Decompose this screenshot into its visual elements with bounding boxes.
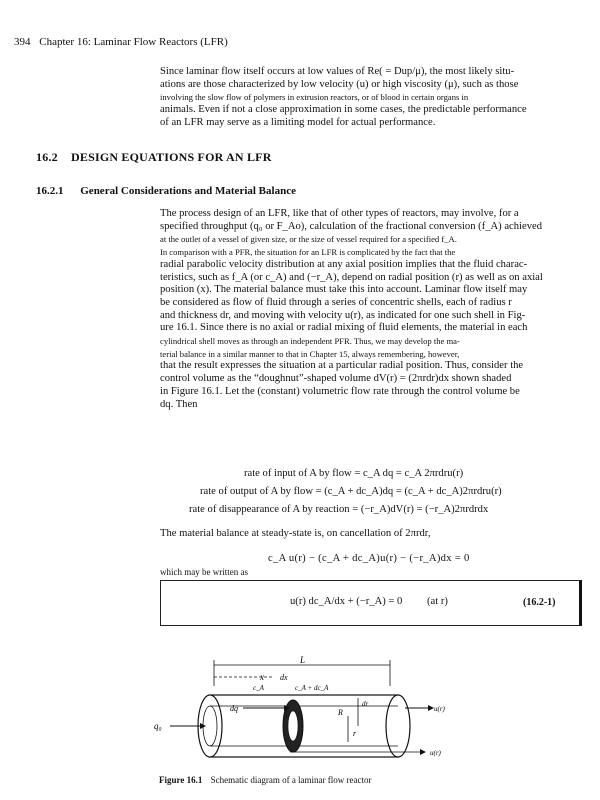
body-line: ure 16.1. Since there is no axial or radial mixing of fluid elements, the material in each xyxy=(160,322,528,334)
section-title: DESIGN EQUATIONS FOR AN LFR xyxy=(71,150,272,164)
body-line: specified throughput (q₀ or F_Ao), calculation of the fractional conversion (f_A) achieved xyxy=(160,220,542,232)
figure-caption xyxy=(159,775,372,785)
running-head xyxy=(14,36,228,48)
which-text: which may be written as xyxy=(160,567,248,577)
body-line: radial parabolic velocity distribution at any axial position implies that the fluid charac- xyxy=(160,258,528,270)
q0-label: q₀ xyxy=(154,721,162,731)
subsection-heading xyxy=(36,185,296,197)
body-line: dq. Then xyxy=(160,398,198,410)
subsection-title: General Considerations and Material Balance xyxy=(80,185,296,197)
length-label: L xyxy=(300,655,306,665)
dq-label: dq xyxy=(230,704,238,713)
body-line: in Figure 16.1. Let the (constant) volumetric flow rate through the control volume be xyxy=(160,385,520,397)
body-line: teristics, such as f_A (or c_A) and (−r_A), depend on radial position (r) as well as on axial xyxy=(160,271,543,283)
body-line: be considered as flow of fluid through a series of concentric shells, each of radius r xyxy=(160,296,512,308)
laminar-flow-figure xyxy=(150,650,450,770)
cA-label: c_A xyxy=(253,684,264,692)
body-line: and thickness dr, and moving with velocity u(r), as indicated for one such shell in Fig- xyxy=(160,309,526,321)
pipe-body xyxy=(210,695,398,757)
doughnut-hole xyxy=(288,711,298,741)
body-line: position (x). The material balance must take this into account. Laminar flow itself may xyxy=(160,284,528,296)
intro-line: involving the slow flow of polymers in extrusion reactors, or of blood in certain organs in xyxy=(160,92,469,103)
pipe-outlet-end xyxy=(386,695,410,757)
dr-label: dr xyxy=(362,700,369,708)
intro-line: ations are those characterized by low velocity (u) or high viscosity (μ), such as those xyxy=(160,78,519,90)
body-line: cylindrical shell moves as through an independent PFR. Thus, we may develop the ma- xyxy=(160,336,460,347)
rate-disappearance: rate of disappearance of A by reaction = (−r_A)dV(r) = (−r_A)2πrdrdx xyxy=(189,504,489,515)
body-paragraph xyxy=(160,208,576,411)
body-line: terial balance in a similar manner to that in Chapter 15, always remembering, however, xyxy=(160,348,460,359)
boxed-equation-condition: (at r) xyxy=(427,596,448,607)
caption-text: Schematic diagram of a laminar flow reactor xyxy=(210,775,372,785)
arrowhead xyxy=(420,749,426,755)
body-line: control volume as the “doughnut”-shaped volume dV(r) = (2πrdr)dx shown shaded xyxy=(160,373,512,385)
body-line: at the outlet of a vessel of given size, or the size of vessel required for a specified f_A. xyxy=(160,234,457,245)
x-label: x xyxy=(260,672,264,682)
body-line: The process design of an LFR, like that of other types of reactors, may involve, for a xyxy=(160,208,519,219)
intro-line: of an LFR may serve as a limiting model for actual performance. xyxy=(160,116,436,128)
caption-label: Figure 16.1 xyxy=(159,775,203,785)
section-number: 16.2 xyxy=(36,150,58,164)
velocity-label-top: u(r) xyxy=(434,705,445,713)
R-label: R xyxy=(338,708,343,717)
cA-plus-dcA-label: c_A + dc_A xyxy=(295,684,329,692)
chapter-title: Chapter 16: Laminar Flow Reactors (LFR) xyxy=(39,36,228,48)
dx-label: dx xyxy=(280,673,288,682)
page-number: 394 xyxy=(14,36,31,48)
balance-equation: c_A u(r) − (c_A + dc_A)u(r) − (−r_A)dx = 0 xyxy=(268,553,470,564)
intro-line: animals. Even if not a close approximation in some cases, the predictable performance xyxy=(160,104,527,116)
r-label: r xyxy=(353,729,357,738)
rate-output: rate of output of A by flow = (c_A + dc_A)dq = (c_A + dc_A)2πrdru(r) xyxy=(200,486,502,497)
boxed-equation-lhs: u(r) dc_A/dx + (−r_A) = 0 xyxy=(290,596,403,607)
subsection-number: 16.2.1 xyxy=(36,185,64,197)
body-line: In comparison with a PFR, the situation for an LFR is complicated by the fact that the xyxy=(160,247,456,258)
boxed-equation xyxy=(290,596,448,607)
intro-paragraph xyxy=(160,66,576,130)
velocity-label-bottom: u(r) xyxy=(430,749,441,757)
intro-line: Since laminar flow itself occurs at low values of Re( = Dup/μ), the most likely situ- xyxy=(160,66,515,77)
rate-input: rate of input of A by flow = c_A dq = c_A 2πrdru(r) xyxy=(244,468,464,479)
body-line: that the result expresses the situation at a particular radial position. Thus, consider the xyxy=(160,360,524,372)
section-heading xyxy=(36,150,272,165)
equation-number: (16.2-1) xyxy=(523,597,556,608)
balance-intro: The material balance at steady-state is, on cancellation of 2πrdr, xyxy=(160,528,431,539)
